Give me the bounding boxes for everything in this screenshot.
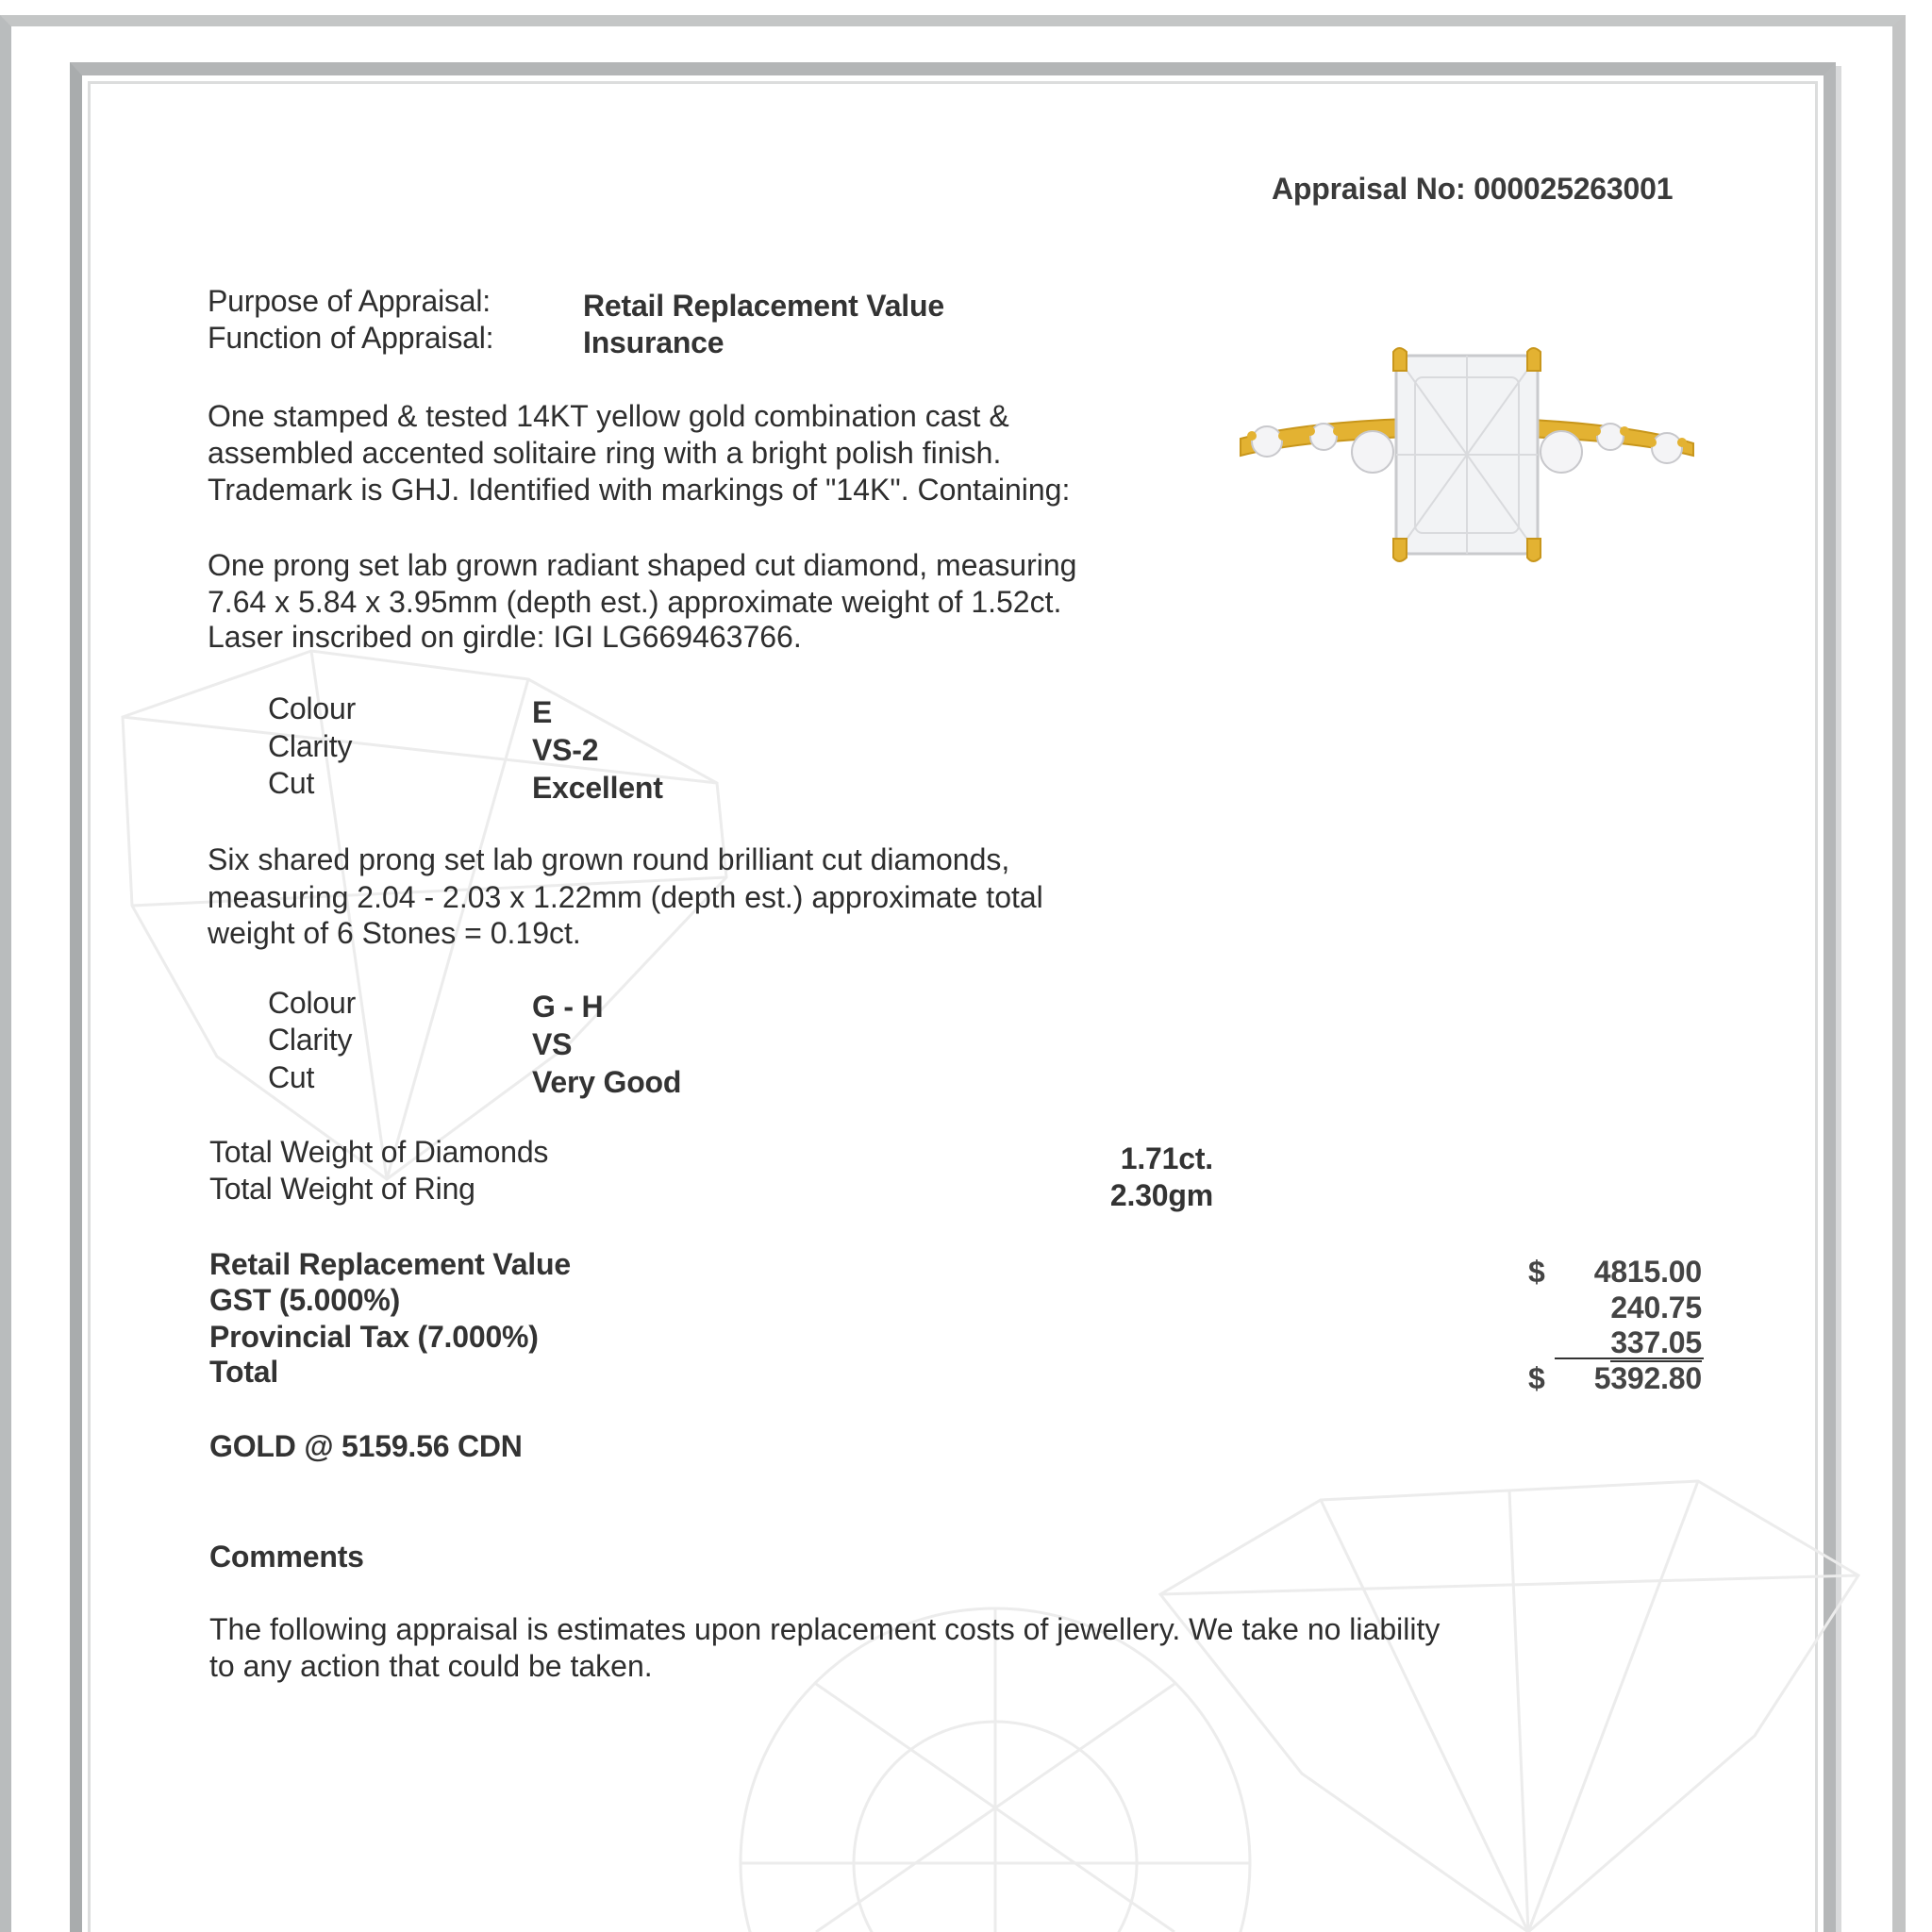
gold-price: GOLD @ 5159.56 CDN bbox=[209, 1429, 523, 1463]
side-clarity-value: VS bbox=[532, 1027, 573, 1061]
total-ring-value: 2.30gm bbox=[1109, 1178, 1213, 1212]
center-cut-value: Excellent bbox=[532, 771, 663, 805]
side-stone-line-1: Six shared prong set lab grown round brilliant cut diamonds, bbox=[208, 842, 1010, 876]
total-label: Total bbox=[209, 1355, 279, 1389]
purpose-label: Purpose of Appraisal: bbox=[208, 284, 491, 318]
comments-heading: Comments bbox=[209, 1540, 364, 1574]
side-stone-line-2: measuring 2.04 - 2.03 x 1.22mm (depth est.) approximate total bbox=[208, 880, 1043, 914]
provincial-tax-amount: 337.05 bbox=[1610, 1325, 1702, 1362]
total-diamonds-label: Total Weight of Diamonds bbox=[209, 1135, 549, 1169]
provincial-tax-label: Provincial Tax (7.000%) bbox=[209, 1320, 539, 1354]
center-clarity-label: Clarity bbox=[268, 729, 353, 763]
total-diamonds-value: 1.71ct. bbox=[1120, 1141, 1213, 1175]
side-cut-label: Cut bbox=[268, 1060, 315, 1094]
ring-image bbox=[1231, 344, 1703, 571]
purpose-value: Retail Replacement Value bbox=[583, 289, 944, 323]
total-rule bbox=[1555, 1357, 1704, 1359]
function-label: Function of Appraisal: bbox=[208, 321, 494, 355]
description-line-1: One stamped & tested 14KT yellow gold combination cast & bbox=[208, 399, 1009, 433]
appraisal-number: Appraisal No: 000025263001 bbox=[1272, 172, 1674, 206]
total-currency-symbol: $ bbox=[1528, 1361, 1545, 1395]
total-ring-label: Total Weight of Ring bbox=[209, 1172, 475, 1206]
side-colour-value: G - H bbox=[532, 990, 604, 1024]
center-clarity-value: VS-2 bbox=[532, 733, 599, 767]
center-cut-label: Cut bbox=[268, 766, 315, 800]
gst-amount: 240.75 bbox=[1610, 1291, 1702, 1324]
center-stone-line-1: One prong set lab grown radiant shaped cut diamond, measuring bbox=[208, 548, 1077, 582]
description-line-3: Trademark is GHJ. Identified with markings of "14K". Containing: bbox=[208, 473, 1071, 507]
side-colour-label: Colour bbox=[268, 986, 357, 1020]
side-cut-value: Very Good bbox=[532, 1065, 682, 1099]
provincial-tax-amount-wrap bbox=[1557, 1325, 1702, 1360]
side-stone-line-3: weight of 6 Stones = 0.19ct. bbox=[208, 916, 581, 950]
center-stone-line-2: 7.64 x 5.84 x 3.95mm (depth est.) approximate weight of 1.52ct. bbox=[208, 585, 1062, 619]
comments-line-1: The following appraisal is estimates upon replacement costs of jewellery. We take no liability bbox=[209, 1612, 1441, 1646]
description-line-2: assembled accented solitaire ring with a bright polish finish. bbox=[208, 436, 1002, 470]
center-colour-value: E bbox=[532, 695, 553, 729]
function-value: Insurance bbox=[583, 325, 724, 359]
retail-value-label: Retail Replacement Value bbox=[209, 1247, 571, 1281]
side-clarity-label: Clarity bbox=[268, 1023, 353, 1057]
gst-label: GST (5.000%) bbox=[209, 1283, 401, 1317]
currency-symbol: $ bbox=[1528, 1255, 1545, 1289]
comments-line-2: to any action that could be taken. bbox=[209, 1649, 653, 1683]
center-stone-line-3: Laser inscribed on girdle: IGI LG669463766. bbox=[208, 620, 802, 654]
retail-value-amount: 4815.00 bbox=[1593, 1255, 1702, 1289]
total-amount: 5392.80 bbox=[1593, 1361, 1702, 1395]
center-colour-label: Colour bbox=[268, 691, 357, 725]
